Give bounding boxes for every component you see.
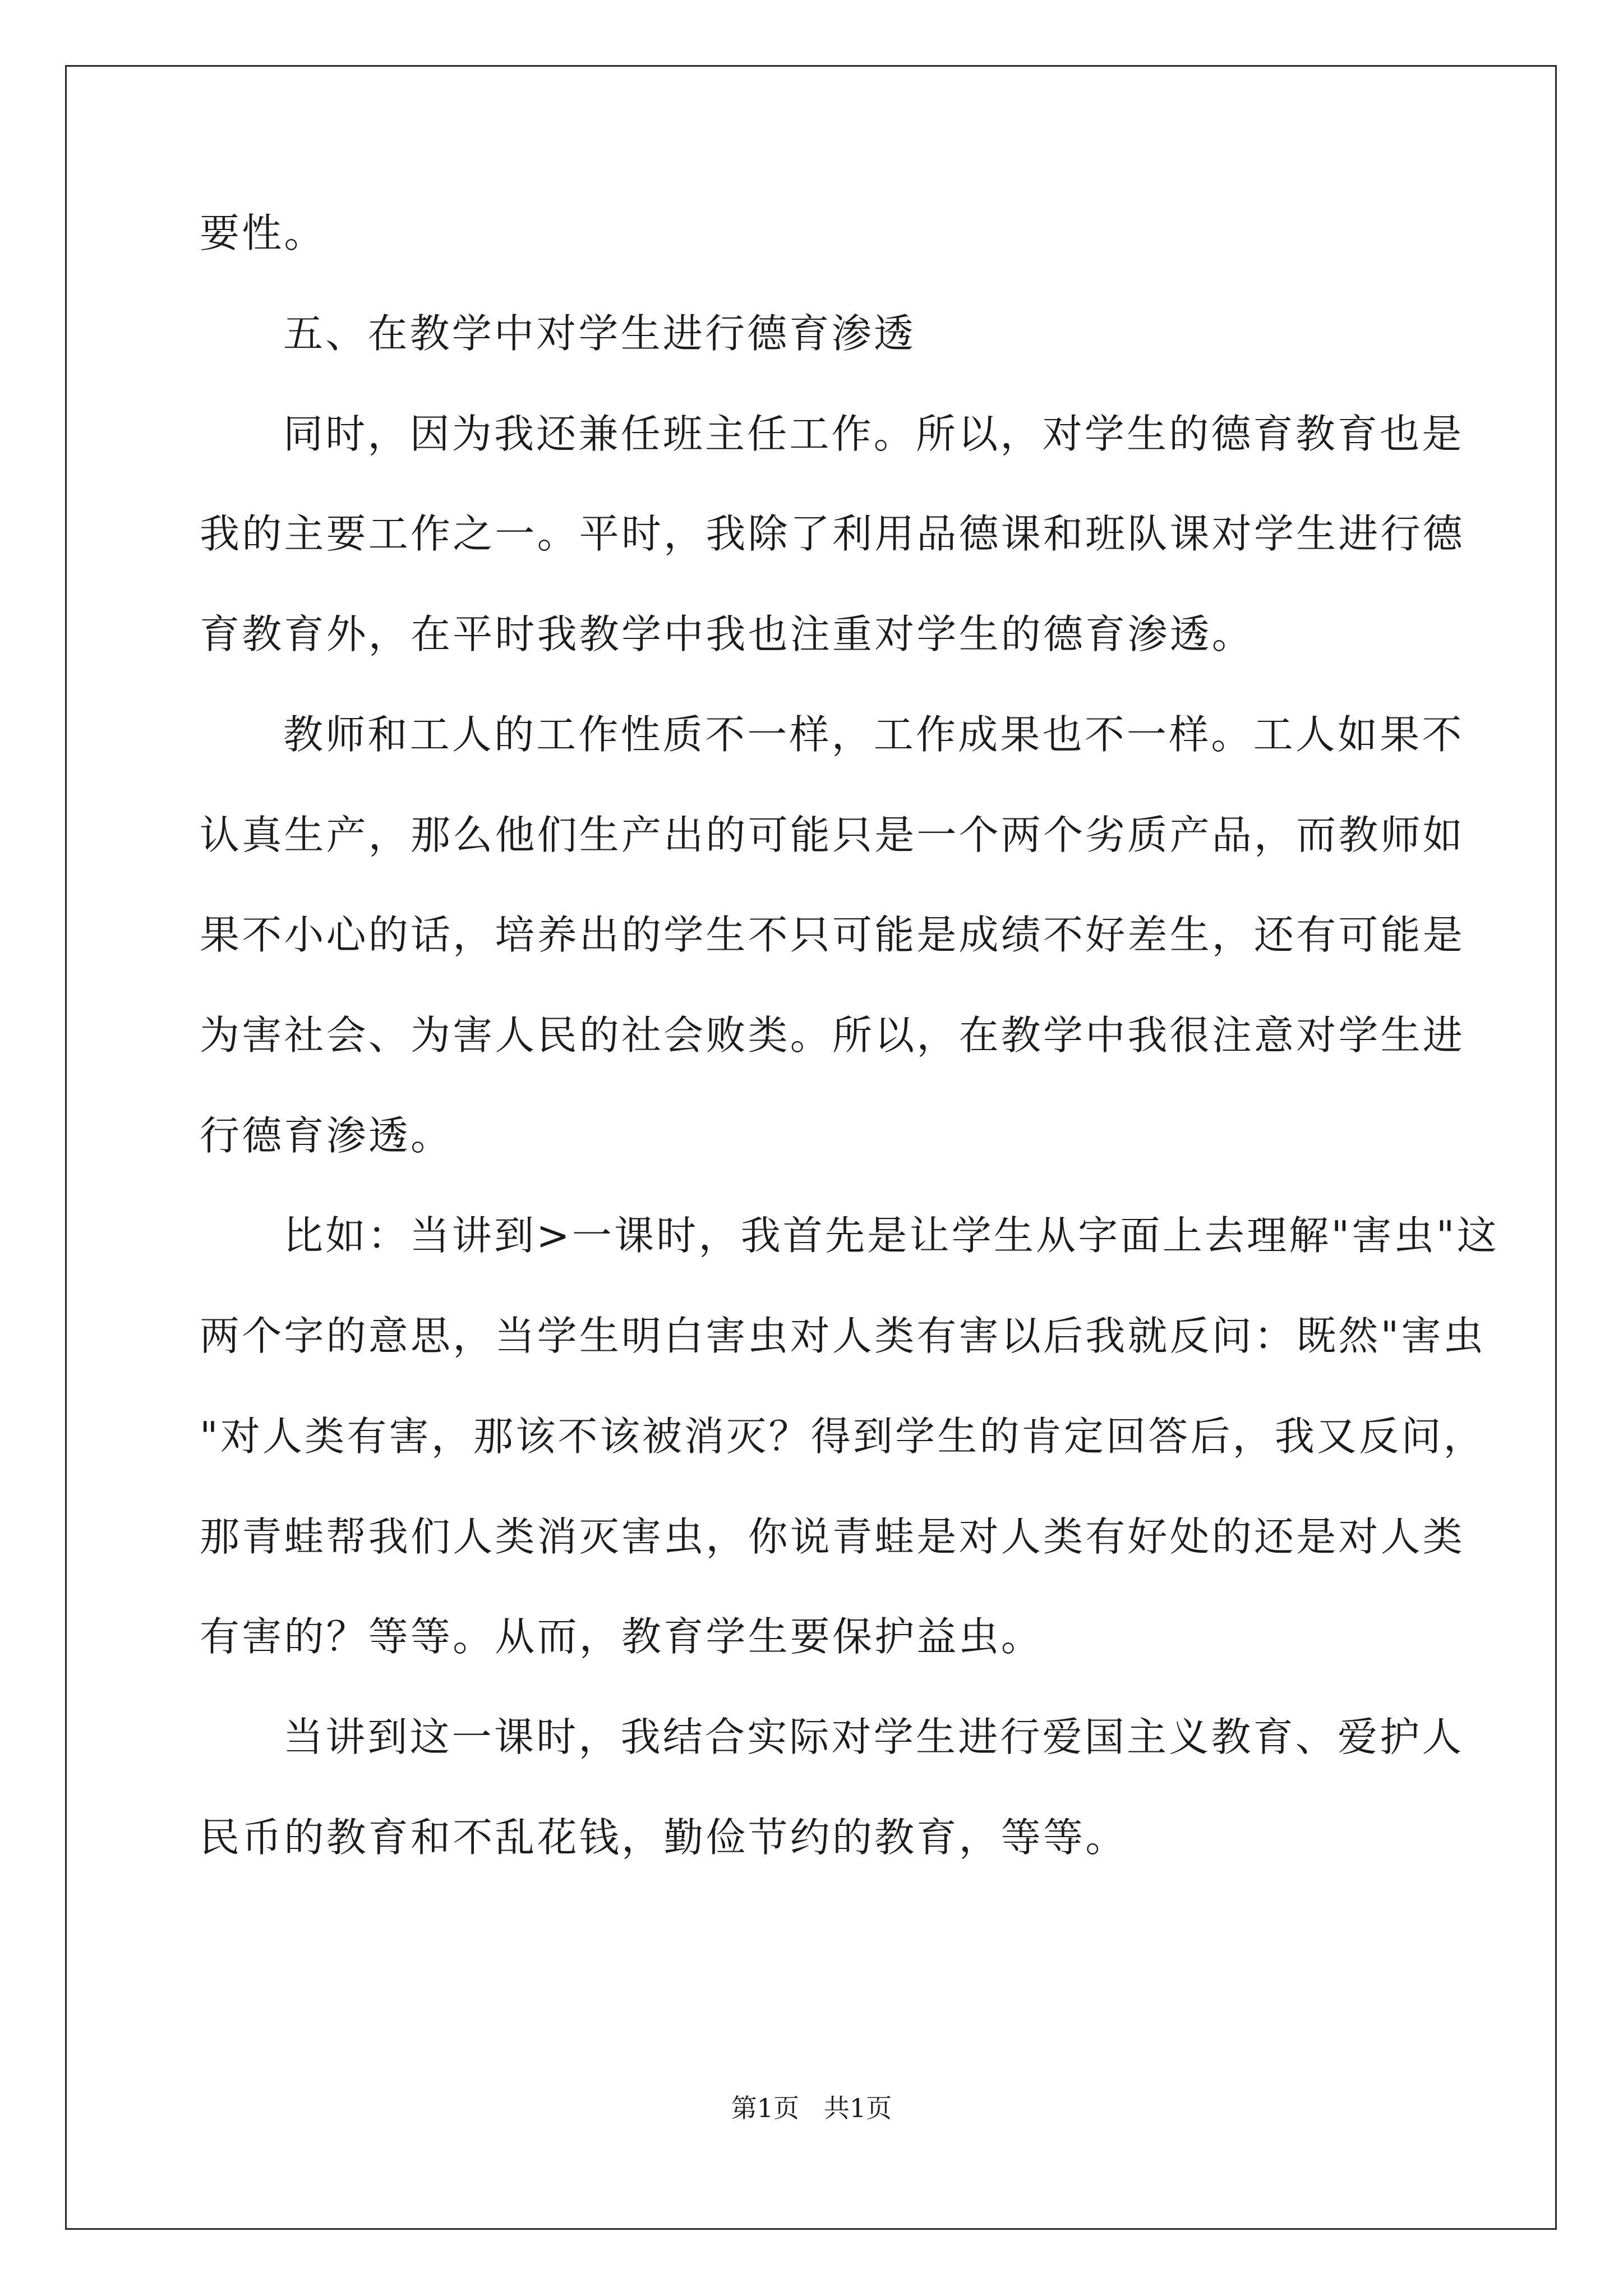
text-line: 认真生产，那么他们生产出的可能只是一个两个劣质产品，而教师如 xyxy=(200,812,1465,858)
text-line: 有害的？等等。从而，教育学生要保护益虫。 xyxy=(200,1613,1044,1660)
text-line: 果不小心的话，培养出的学生不只可能是成绩不好差生，还有可能是 xyxy=(200,912,1465,958)
text-line: 育教育外，在平时我教学中我也注重对学生的德育渗透。 xyxy=(200,611,1255,657)
section-heading: 五、在教学中对学生进行德育渗透 xyxy=(283,310,916,357)
text-line: 要性。 xyxy=(200,210,326,256)
text-line: 那青蛙帮我们人类消灭害虫，你说青蛙是对人类有好处的还是对人类 xyxy=(200,1513,1465,1560)
text-line: 两个字的意思，当学生明白害虫对人类有害以后我就反问：既然"害虫 xyxy=(200,1313,1486,1359)
page-footer: 第1页 共1页 xyxy=(731,2093,892,2123)
text-line: 教师和工人的工作性质不一样，工作成果也不一样。工人如果不 xyxy=(283,711,1464,758)
text-line: 同时，因为我还兼任班主任工作。所以，对学生的德育教育也是 xyxy=(283,411,1464,457)
text-line: 民币的教育和不乱花钱，勤俭节约的教育，等等。 xyxy=(200,1814,1128,1861)
text-line: 我的主要工作之一。平时，我除了利用品德课和班队课对学生进行德 xyxy=(200,510,1465,557)
text-line: "对人类有害，那该不该被消灭？得到学生的肯定回答后，我又反问， xyxy=(200,1413,1486,1460)
text-line: 行德育渗透。 xyxy=(200,1112,453,1159)
text-line: 比如：当讲到>一课时，我首先是让学生从字面上去理解"害虫"这 xyxy=(283,1212,1499,1259)
text-line: 当讲到这一课时，我结合实际对学生进行爱国主义教育、爱护人 xyxy=(283,1714,1464,1760)
text-line: 为害社会、为害人民的社会败类。所以，在教学中我很注意对学生进 xyxy=(200,1012,1465,1059)
